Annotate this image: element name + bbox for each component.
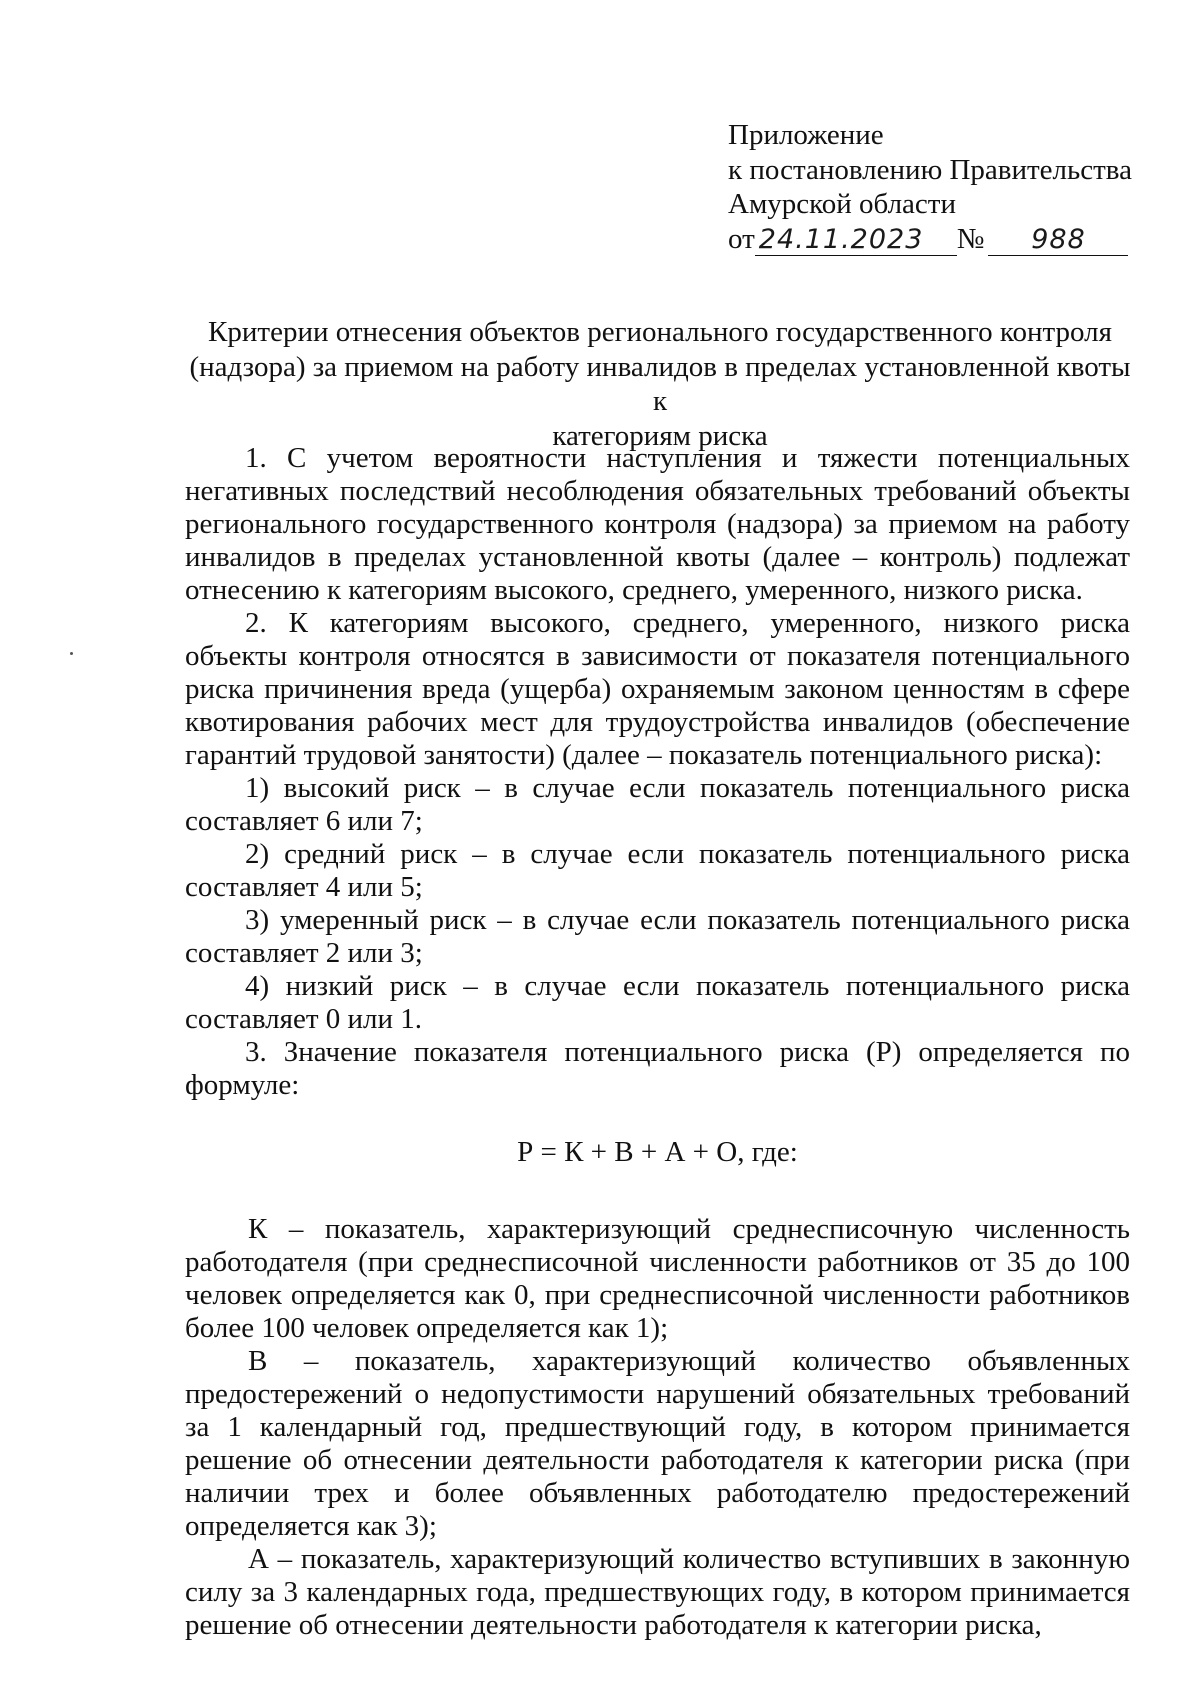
handwritten-number: 988 xyxy=(988,225,1128,256)
appendix-date-number-line xyxy=(728,222,1132,257)
definition-b: В – показатель, характеризующий количество объявленных предостережений о недопустимости нарушений обязательных требований за 1 календарный год, предшествующий году, в котором принимается решение об отнесении деятельности работодателя к категории риска (при наличии трех и более объявленных работодателю предостережений определяется как 3); xyxy=(185,1345,1130,1542)
appendix-header xyxy=(728,118,1132,256)
paragraph-1: 1. С учетом вероятности наступления и тяжести потенциальных негативных последствий несоблюдения обязательных требований объекты регионального государственного контроля (надзора) за приемом на работу инвалидов в пределах установленной квоты (далее – контроль) подлежат отнесению к категориям высокого, среднего, умеренного, низкого риска. xyxy=(185,442,1130,606)
definition-a: А – показатель, характеризующий количество вступивших в законную силу за 3 календарных года, предшествующих году, в котором принимается решение об отнесении деятельности работодателя к категории риска, xyxy=(185,1543,1130,1641)
scan-speck xyxy=(70,652,73,655)
list-item-high-risk: 1) высокий риск – в случае если показатель потенциального риска составляет 6 или 7; xyxy=(185,772,1130,837)
appendix-label: Приложение xyxy=(728,119,884,151)
list-item-low-risk: 4) низкий риск – в случае если показатель потенциального риска составляет 0 или 1. xyxy=(185,970,1130,1035)
list-item-medium-risk: 2) средний риск – в случае если показатель потенциального риска составляет 4 или 5; xyxy=(185,838,1130,903)
paragraph-2: 2. К категориям высокого, среднего, умеренного, низкого риска объекты контроля относятся в зависимости от показателя потенциального риска причинения вреда (ущерба) охраняемым законом ценностям в сфере квотирования рабочих мест для трудоустройства инвалидов (обеспечение гарантий трудовой занятости) (далее – показатель потенциального риска): xyxy=(185,607,1130,771)
title-line-3: категориям риска xyxy=(552,419,768,452)
title-line-1: Критерии отнесения объектов регионального государственного контроля xyxy=(208,316,1112,348)
handwritten-date: 24.11.2023 xyxy=(755,225,957,256)
definition-k: К – показатель, характеризующий среднесписочную численность работодателя (при среднесписочной численности работников от 35 до 100 человек определяется как 0, при среднесписочной численности работников более 100 человек определяется как 1); xyxy=(185,1213,1130,1344)
title-line-2: (надзора) за приемом на работу инвалидов в пределах установленной квоты к xyxy=(189,350,1131,417)
paragraph-3: 3. Значение показателя потенциального риска (Р) определяется по формуле: xyxy=(185,1036,1130,1101)
document-title xyxy=(180,315,1140,453)
list-item-moderate-risk: 3) умеренный риск – в случае если показатель потенциального риска составляет 2 или 3; xyxy=(185,904,1130,969)
appendix-resolution-line: к постановлению Правительства xyxy=(728,153,1132,186)
document-body xyxy=(185,442,1130,1642)
appendix-region-line: Амурской области xyxy=(728,188,956,220)
risk-formula: Р = К + В + А + О, где: xyxy=(517,1136,798,1168)
number-sign: № xyxy=(956,222,985,255)
from-label: от xyxy=(728,222,755,255)
